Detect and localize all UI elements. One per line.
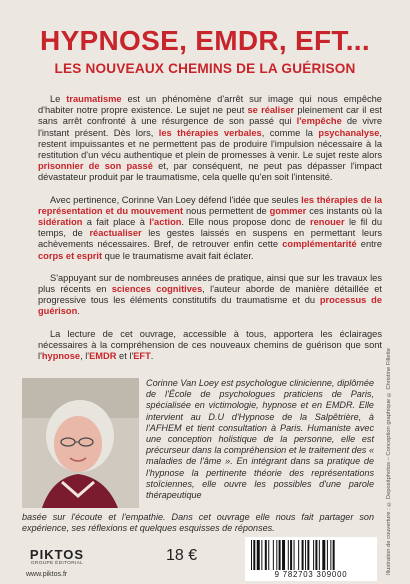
blurb-paragraph [38,94,382,184]
body-text: et, par conséquent, ne peut pas dépasser l'impact dévastateur produit par le traumatisme, cela quelle qu'en soit l'intensité. [38,161,382,183]
body-text: , comme la [261,127,319,138]
emphasis-text: complémentarité [282,239,357,250]
cover-credits: Illustration de couverture : © Depositphotos – Conception graphique © Christine Fillette [386,348,392,575]
emphasis-text: EFT [133,351,151,362]
body-text: Le [50,94,67,104]
body-text: que le traumatisme avait fait éclater. [102,250,254,261]
publisher-logo-name: PIKTOS [29,547,85,562]
barcode-digits: 9 782703 309000 [274,570,348,579]
emphasis-text: traumatisme [66,94,122,104]
emphasis-text: l'action [149,217,182,228]
emphasis-text: processus de guérison [38,295,382,317]
blurb [38,94,382,373]
body-text: La lecture de cet ouvrage, accessible à tous, apportera les éclairages nécessaires à la compréhension de ces nouveaux chemins de guérison que sont l' [38,328,382,362]
body-text: le fil du temps, de [38,217,383,239]
blurb-paragraph [38,329,382,363]
emphasis-text: psychanalyse [318,127,380,138]
body-text: Avec pertinence, Corinne Van Loey défend l'idée que seules [50,194,302,205]
author-bio-continued: basée sur l'écoute et l'empathie. Dans cet ouvrage elle nous fait partager son expérience, ses réflexions et quelques esquisses de réponses. [22,512,374,534]
author-bio-text: Corinne Van Loey est psychologue clinicienne, diplômée de l'École de psychologues praticiens de Paris, spécialisée en victimologie, hypnose et en EMDR. Elle intervient au D.U d'Hypnose de la Salpêtrière, à l'AFHEM et tient consultation à Paris. Humaniste avec une conception holistique de la personne, elle est précurseur dans la compréhension et le traitement des « maladies de l'âme ». En intégrant dans sa pratique de l'hypnose la pertinente théorie des représentations stoïciennes, elle ouvre les possibles d'une parole thérapeutique [146,378,374,501]
emphasis-text: l'empêche [296,116,342,127]
blurb-paragraph [38,273,382,318]
body-text: et l' [116,351,134,362]
body-text: . [150,351,154,362]
barcode-bars [251,540,371,570]
body-text: est un phénomène d'arrêt sur image qui nous empêche d'habiter notre propre existence. Le sujet ne peut [38,94,382,116]
author-bio [146,378,374,501]
body-text: , restent impuissantes et ne permettent pas de produire l'impulsion nécessaire à la restitution d'un vécu authentique et plein de promesses à venir. Le sujet reste alors [38,127,382,161]
body-text: S'appuyant sur de nombreuses années de pratique, ainsi que sur les travaux les plus récents en [38,272,382,295]
body-text: , l'auteur aborde de manière détaillée et progressive tous les éléments constitutifs du traumatisme et du [38,284,382,306]
emphasis-text: les thérapies verbales [158,127,262,138]
blurb-paragraph [38,195,382,262]
body-text: ces instants où la [306,205,382,216]
emphasis-text: gommer [269,205,307,216]
body-text: . Elle nous propose donc de [181,217,310,228]
author-photo [22,378,139,508]
emphasis-text: se réaliser [247,105,295,116]
body-text: . [77,306,80,317]
body-text: les gestes laissés en suspens en permettant leurs achèvements nécessaires. Bref, de retrouver enfin cette [38,228,382,250]
price: 18 € [166,547,198,564]
publisher-tagline: GROUPE ÉDITORIAL [30,561,84,566]
emphasis-text: corps et esprit [38,250,103,261]
publisher-logo [26,548,88,567]
emphasis-text: renouer [309,217,345,228]
emphasis-text: les thérapies de la représentation et du mouvement [38,194,382,216]
body-text: entre [356,239,382,250]
emphasis-text: prisonnier de son passé [38,161,153,172]
body-text: nous permettent de [183,205,270,216]
emphasis-text: EMDR [89,351,117,362]
emphasis-text: hypnose [41,351,81,362]
body-text: a fait place à [82,217,150,228]
book-subtitle: LES NOUVEAUX CHEMINS DE LA GUÉRISON [54,61,356,76]
body-text: de vivre l'instant présent. Dès lors, [38,116,382,138]
emphasis-text: sidération [38,217,83,228]
publisher-website: www.piktos.fr [26,571,68,578]
barcode [245,537,377,581]
emphasis-text: sciences cognitives [111,284,203,295]
body-text: pleinement car il est sans arrêt confronté à une résurgence de son passé qui [38,105,383,127]
emphasis-text: réactualiser [89,228,142,239]
book-title: HYPNOSE, EMDR, EFT... [40,25,370,56]
body-text: , l' [80,351,90,362]
